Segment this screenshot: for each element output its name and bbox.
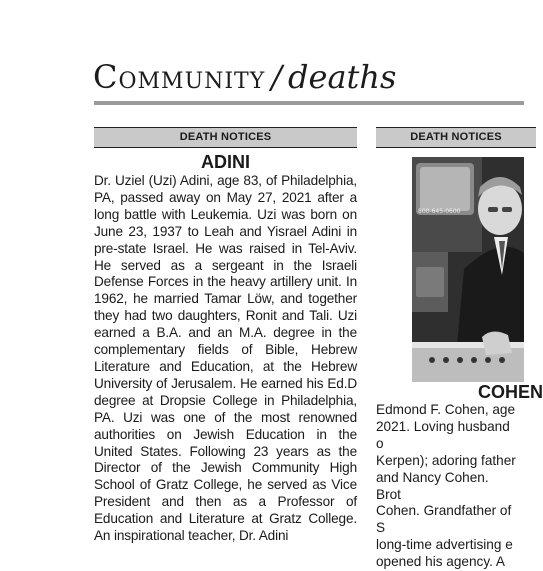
- obituary-text-cohen: Edmond F. Cohen, age 2021. Loving husband o Kerpen); adoring father and Nancy Cohen. Brot Cohen. Grandfather of S long-time advertising e opened his agency. A: [376, 402, 516, 570]
- section-header: [93, 58, 396, 96]
- header-separator: /: [271, 58, 283, 96]
- death-notices-bar-left: DEATH NOTICES: [94, 127, 357, 148]
- header-rule: [94, 101, 524, 105]
- obituary-name-adini: ADINI: [201, 152, 250, 172]
- obituary-text-adini: Dr. Uziel (Uzi) Adini, age 83, of Philadelphia, PA, passed away on May 27, 2021 after a long battle with Leukemia. Uzi was born on June 23, 1937 to Leah and Yisrael Adini in pre-state Israel. He was raised in Tel-Aviv. He served as a sergeant in the Israeli Defense Forces in the heavy artillery unit. In 1962, he married Tamar Löw, and together they had two daughters, Ronit and Tali. Uzi earned a B.A. and an M.A. degree in the complementary fields of Bible, Hebrew Literature and Education, at the Hebrew University of Jerusalem. He earned his Ed.D degree at Dropsie College in Philadelphia, PA. Uzi was one of the most renowned authorities on Jewish Education in the United States. Following 23 years as the Director of the Jewish Community High School of Gratz College, he served as Vice President and then as a Professor of Education and Literature at Gratz College. An inspirational teacher, Dr. Adini: [94, 173, 357, 544]
- death-notices-bar-right: DEATH NOTICES: [376, 127, 536, 148]
- cohen-photo-image: [412, 157, 524, 382]
- section-title: Community: [93, 58, 266, 96]
- cohen-photo: [412, 157, 524, 382]
- obituary-name-cohen: COHEN: [478, 382, 543, 402]
- subsection-title: deaths: [288, 58, 397, 96]
- photo-phone-number: 800-645-0600: [418, 208, 461, 215]
